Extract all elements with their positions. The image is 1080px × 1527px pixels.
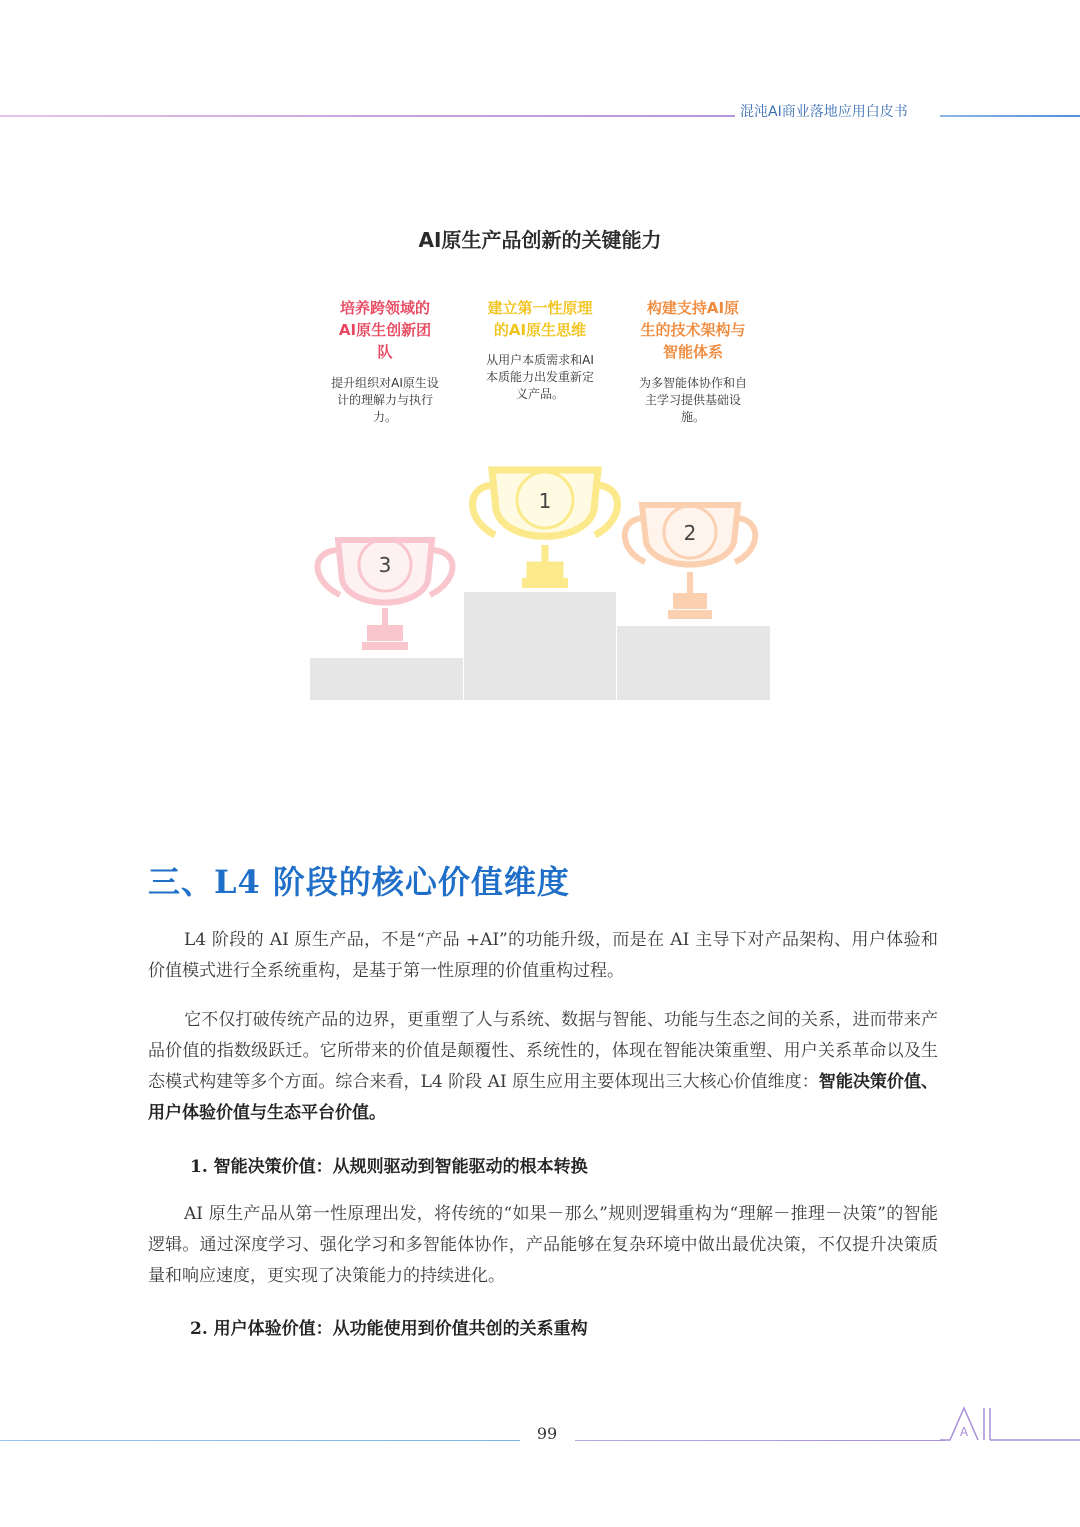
capability-title-line: 生的技术架构与 xyxy=(640,321,746,339)
capability-title-1 xyxy=(460,297,620,341)
capability-desc-line: 主学习提供基础设 xyxy=(644,393,741,407)
capability-title-line: 培养跨领域的 xyxy=(339,299,430,317)
capability-desc-line: 为多智能体协作和自 xyxy=(638,376,747,390)
paragraph-1-text: L4 阶段的 AI 原生产品，不是“产品 +AI”的功能升级，而是在 AI 主导下对产品架构、用户体验和价值模式进行全系统重构，是基于第一性原理的价值重构过程。 xyxy=(148,930,938,981)
capability-desc-line: 力。 xyxy=(372,410,397,424)
podium-second xyxy=(617,626,770,700)
paragraph-3 xyxy=(148,1199,938,1292)
capability-desc-3 xyxy=(305,375,465,426)
ai-logo-letter: A xyxy=(959,1425,969,1439)
capability-title-line: 队 xyxy=(377,343,393,361)
capability-desc-line: 义产品。 xyxy=(515,387,564,401)
capability-title-line: 智能体系 xyxy=(662,343,723,361)
capability-desc-1 xyxy=(460,352,620,403)
capability-title-line: AI原生创新团 xyxy=(338,321,432,339)
capability-desc-line: 提升组织对AI原生设 xyxy=(331,376,439,390)
capability-title-line: 建立第一性原理 xyxy=(487,299,593,317)
capability-title-line: 构建支持AI原 xyxy=(646,299,740,317)
subheading-1: 1. 智能决策价值：从规则驱动到智能驱动的根本转换 xyxy=(190,1157,588,1177)
capability-desc-line: 本质能力出发重新定 xyxy=(485,370,594,384)
figure-title: AI原生产品创新的关键能力 xyxy=(418,228,662,252)
trophy-2-rank: 2 xyxy=(683,521,697,545)
page-number: 99 xyxy=(536,1424,558,1443)
paragraph-2 xyxy=(148,1005,938,1129)
podium-third xyxy=(310,658,463,700)
footer-rule-left xyxy=(0,1440,520,1441)
capability-title-2 xyxy=(613,297,773,363)
header-rule-right xyxy=(940,115,1080,117)
capability-desc-2 xyxy=(613,375,773,426)
running-header-title: 混沌AI商业落地应用白皮书 xyxy=(740,104,908,120)
podium-first xyxy=(464,592,616,700)
paragraph-2-emphasis: 智能决策价值、用户体验价值与生态平台价值。 xyxy=(148,1072,939,1123)
trophy-3-rank: 3 xyxy=(378,553,392,577)
header-rule-left xyxy=(0,115,735,117)
capability-title-line: 的AI原生思维 xyxy=(493,321,587,339)
capability-desc-line: 从用户本质需求和AI xyxy=(486,353,594,367)
section-heading: 三、L4 阶段的核心价值维度 xyxy=(148,863,570,901)
trophy-1-icon xyxy=(473,470,618,588)
footer-rule-right xyxy=(575,1440,945,1441)
capability-desc-line: 施。 xyxy=(680,410,705,424)
paragraph-3-text: AI 原生产品从第一性原理出发，将传统的“如果－那么”规则逻辑重构为“理解－推理－决策”的智能逻辑。通过深度学习、强化学习和多智能体协作，产品能够在复杂环境中做出最优决策，不仅提升决策质量和响应速度，更实现了决策能力的持续进化。 xyxy=(148,1204,938,1286)
capability-desc-line: 计的理解力与执行 xyxy=(336,393,433,407)
paragraph-1 xyxy=(148,925,938,987)
trophy-1-rank: 1 xyxy=(538,489,552,513)
paragraph-2-text: 它不仅打破传统产品的边界，更重塑了人与系统、数据与智能、功能与生态之间的关系，进而带来产品价值的指数级跃迁。它所带来的价值是颠覆性、系统性的，体现在智能决策重塑、用户关系革命以及生态模式构建等多个方面。综合来看，L4 阶段 AI 原生应用主要体现出三大核心价值维度： xyxy=(148,1010,938,1092)
subheading-2: 2. 用户体验价值：从功能使用到价值共创的关系重构 xyxy=(190,1319,588,1339)
capability-title-3 xyxy=(305,297,465,363)
trophy-podium-illustration xyxy=(300,450,780,710)
ai-logo-icon xyxy=(940,1402,1080,1444)
